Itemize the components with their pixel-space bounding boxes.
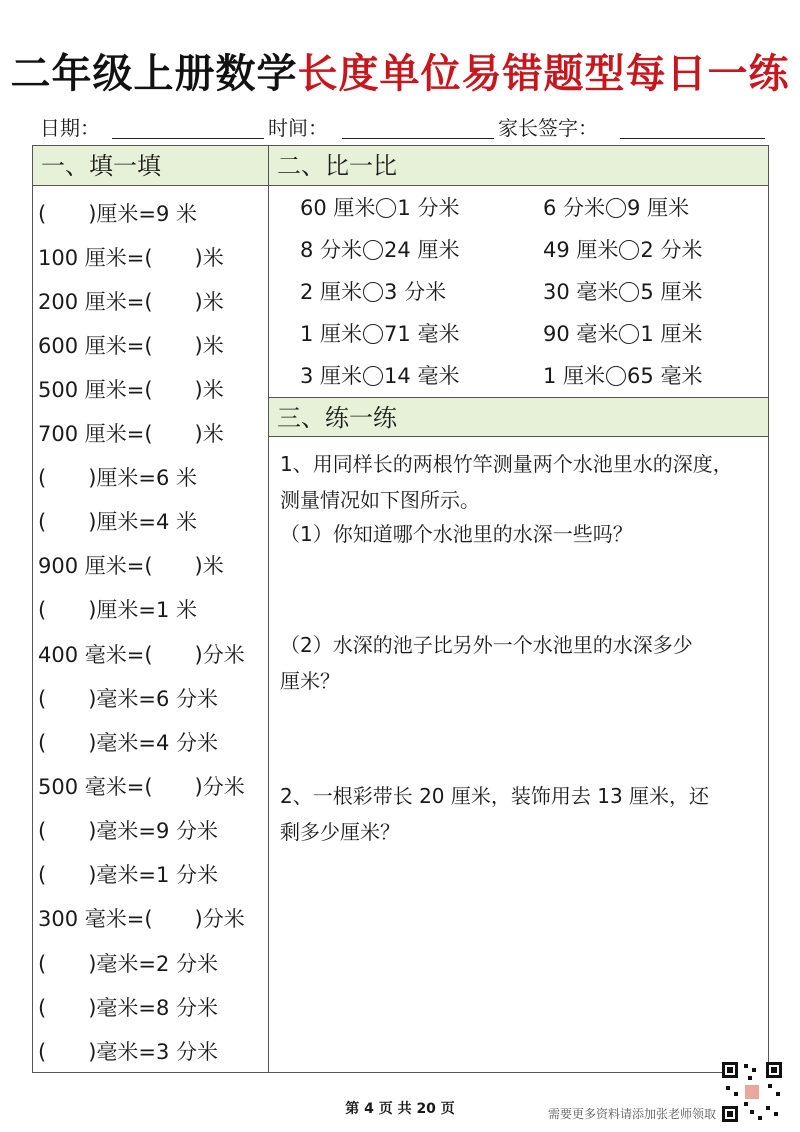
compare-left-3-a: 2 厘米 bbox=[300, 280, 363, 304]
compare-left-4-b: 71 毫米 bbox=[384, 322, 460, 346]
fill-item-9: 900 厘米=( )米 bbox=[38, 554, 224, 578]
problem2-text bbox=[280, 778, 765, 850]
compare-left-1 bbox=[300, 193, 459, 223]
compare-right-1-b: 9 厘米 bbox=[627, 196, 690, 220]
compare-left-1-a: 60 厘米 bbox=[300, 196, 376, 220]
time-label: 时间： bbox=[268, 116, 328, 140]
compare-left-2 bbox=[300, 235, 459, 265]
problem1-question2-line2: 厘米？ bbox=[280, 669, 340, 693]
qr-code-icon bbox=[722, 1062, 782, 1122]
signature-blank[interactable] bbox=[620, 138, 765, 139]
column-divider bbox=[268, 145, 269, 1073]
compare-circle[interactable] bbox=[619, 240, 639, 260]
compare-right-3 bbox=[543, 277, 702, 307]
compare-left-4 bbox=[300, 319, 459, 349]
compare-left-5-a: 3 厘米 bbox=[300, 364, 363, 388]
compare-right-5-a: 1 厘米 bbox=[543, 364, 606, 388]
compare-right-4 bbox=[543, 319, 702, 349]
compare-right-1 bbox=[543, 193, 689, 223]
fill-item-3: 200 厘米=( )米 bbox=[38, 290, 224, 314]
problem2-line2: 剩多少厘米？ bbox=[280, 820, 400, 844]
compare-circle[interactable] bbox=[363, 324, 383, 344]
fill-item-11: 400 毫米=( )分米 bbox=[38, 643, 245, 667]
section2-heading: 二、比一比 bbox=[269, 146, 768, 186]
title-red-part: 长度单位易错题型每日一练 bbox=[297, 51, 790, 97]
compare-right-4-a: 90 毫米 bbox=[543, 322, 619, 346]
fill-item-15: ( )毫米=9 分米 bbox=[38, 819, 219, 843]
compare-left-5 bbox=[300, 361, 459, 391]
compare-right-5-b: 65 毫米 bbox=[627, 364, 703, 388]
problem1-line2: 测量情况如下图所示。 bbox=[280, 488, 480, 512]
fill-item-16: ( )毫米=1 分米 bbox=[38, 863, 219, 887]
compare-right-1-a: 6 分米 bbox=[543, 196, 606, 220]
compare-right-2-a: 49 厘米 bbox=[543, 238, 619, 262]
compare-circle[interactable] bbox=[619, 282, 639, 302]
compare-right-4-b: 1 厘米 bbox=[640, 322, 703, 346]
compare-left-3-b: 3 分米 bbox=[384, 280, 447, 304]
page-title bbox=[0, 42, 800, 99]
fill-item-2: 100 厘米=( )米 bbox=[38, 246, 224, 270]
compare-right-3-a: 30 毫米 bbox=[543, 280, 619, 304]
fill-item-6: 700 厘米=( )米 bbox=[38, 422, 224, 446]
compare-right-3-b: 5 厘米 bbox=[640, 280, 703, 304]
compare-circle[interactable] bbox=[363, 366, 383, 386]
section1-heading: 一、填一填 bbox=[33, 146, 268, 186]
time-blank[interactable] bbox=[342, 138, 494, 139]
compare-right-2-b: 2 分米 bbox=[640, 238, 703, 262]
compare-left-3 bbox=[300, 277, 446, 307]
compare-left-2-b: 24 厘米 bbox=[384, 238, 460, 262]
title-black-part: 二年级上册数学 bbox=[10, 51, 298, 97]
compare-circle[interactable] bbox=[363, 240, 383, 260]
fill-item-18: ( )毫米=2 分米 bbox=[38, 952, 219, 976]
compare-left-4-a: 1 厘米 bbox=[300, 322, 363, 346]
fill-item-7: ( )厘米=6 米 bbox=[38, 466, 198, 490]
page-number: 第 4 页 共 20 页 bbox=[345, 1101, 455, 1117]
fill-item-1: ( )厘米=9 米 bbox=[38, 202, 198, 226]
fill-item-14: 500 毫米=( )分米 bbox=[38, 775, 245, 799]
date-blank[interactable] bbox=[112, 138, 264, 139]
info-row bbox=[40, 110, 765, 142]
compare-circle[interactable] bbox=[376, 198, 396, 218]
signature-label: 家长签字： bbox=[498, 116, 598, 140]
footer-note: 需要更多资料请添加张老师领取 bbox=[548, 1107, 717, 1121]
fill-item-10: ( )厘米=1 米 bbox=[38, 598, 198, 622]
fill-item-13: ( )毫米=4 分米 bbox=[38, 731, 219, 755]
compare-left-2-a: 8 分米 bbox=[300, 238, 363, 262]
problem1-question1: （1）你知道哪个水池里的水深一些吗？ bbox=[280, 522, 633, 546]
fill-item-4: 600 厘米=( )米 bbox=[38, 334, 224, 358]
compare-left-5-b: 14 毫米 bbox=[384, 364, 460, 388]
problem1-question2 bbox=[280, 627, 765, 699]
compare-circle[interactable] bbox=[606, 198, 626, 218]
fill-item-17: 300 毫米=( )分米 bbox=[38, 907, 245, 931]
problem1-line1: 1、用同样长的两根竹竿测量两个水池里水的深度， bbox=[280, 452, 733, 476]
fill-item-5: 500 厘米=( )米 bbox=[38, 378, 224, 402]
compare-right-2 bbox=[543, 235, 702, 265]
compare-left-1-b: 1 分米 bbox=[397, 196, 460, 220]
compare-circle[interactable] bbox=[363, 282, 383, 302]
compare-right-5 bbox=[543, 361, 702, 391]
section3-heading: 三、练一练 bbox=[269, 397, 768, 437]
problem1-question2-line1: （2）水深的池子比另外一个水池里的水深多少 bbox=[280, 633, 693, 657]
fill-item-8: ( )厘米=4 米 bbox=[38, 510, 198, 534]
fill-item-20: ( )毫米=3 分米 bbox=[38, 1040, 219, 1064]
problem2-line1: 2、一根彩带长 20 厘米，装饰用去 13 厘米，还 bbox=[280, 784, 710, 808]
compare-circle[interactable] bbox=[606, 366, 626, 386]
fill-item-19: ( )毫米=8 分米 bbox=[38, 996, 219, 1020]
problem1-text bbox=[280, 446, 765, 518]
fill-item-12: ( )毫米=6 分米 bbox=[38, 687, 219, 711]
date-label: 日期： bbox=[40, 116, 100, 140]
compare-circle[interactable] bbox=[619, 324, 639, 344]
